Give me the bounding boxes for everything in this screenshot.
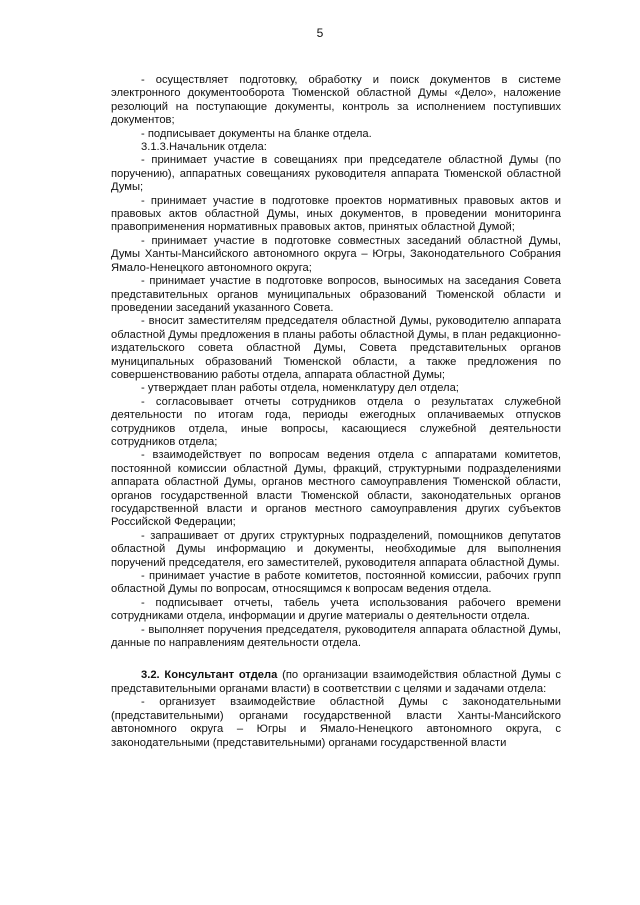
paragraph: - осуществляет подготовку, обработку и поиск документов в системе электронного документооборота Тюменской областной Думы «Дело», наложение резолюций на поступающие документы, контроль за исполнением поступивших документов; — [111, 74, 561, 127]
section-heading-rest: (по организации взаимодействия областной Думы с представительными органами власти) в соответствии с целями и задачами отдела: — [111, 669, 561, 695]
paragraph: - согласовывает отчеты сотрудников отдела о результатах служебной деятельности по итогам года, периоды ежегодных оплачиваемых отпусков сотрудников отдела, иные вопросы, касающиеся служебной деятельности сотрудников отдела; — [111, 395, 561, 448]
paragraph: - принимает участие в подготовке проектов нормативных правовых актов и правовых актов областной Думы, иных документов, в проведении мониторинга правоприменения нормативных правовых актов, принятых областной Думой; — [111, 194, 561, 234]
subsection-heading: 3.1.3.Начальник отдела: — [141, 141, 267, 154]
paragraph: - принимает участие в совещаниях при председателе областной Думы (по поручению), аппаратных совещаниях руководителя аппарата Тюменской областной Думы; — [111, 154, 561, 194]
paragraph: - вносит заместителям председателя областной Думы, руководителю аппарата областной Думы предложения в планы работы областной Думы, в план редакционно-издательского совета областной Думы, Совета представительных органов муниципальных образований Тюменской области, а также предложения по совершенствованию работы отдела, аппарата областной Думы; — [111, 315, 561, 381]
paragraph: - утверждает план работы отдела, номенклатуру дел отдела; — [141, 382, 459, 395]
paragraph: - принимает участие в подготовке вопросов, выносимых на заседания Совета представительных органов муниципальных образований Тюменской области и проведении заседаний указанного Совета. — [111, 275, 561, 314]
section-heading: 3.2. Консультант отдела — [141, 669, 278, 682]
paragraph: - взаимодействует по вопросам ведения отдела с аппаратами комитетов, постоянной комиссии областной Думы, фракций, структурными подразделениями аппарата областной Думы, органов местного самоуправления Тюменской области, органов государственной власти Тюменской области, законодательных органов государственной власти и органов местного самоуправления других субъектов Российской Федерации; — [111, 449, 561, 529]
document-body — [111, 74, 561, 750]
paragraph: - принимает участие в работе комитетов, постоянной комиссии, рабочих групп областной Думы по вопросам, относящимся к вопросам ведения отдела. — [111, 570, 561, 596]
spacer — [111, 650, 561, 669]
paragraph: - выполняет поручения председателя, руководителя аппарата областной Думы, данные по направлениям деятельности отдела. — [111, 623, 561, 650]
paragraph: - запрашивает от других структурных подразделений, помощников депутатов областной Думы информацию и документы, необходимые для выполнения поручений председателя, его заместителей, руководителя аппарата областной Думы. — [111, 529, 561, 569]
paragraph: - организует взаимодействие областной Думы с законодательными (представительными) органами государственной власти Ханты-Мансийского автономного округа – Югры и Ямало-Ненецкого автономного округа, с законодательными (представительными) органами государственной власти — [111, 696, 561, 749]
section-paragraph — [111, 669, 561, 696]
page-number: 5 — [316, 26, 324, 40]
paragraph: - подписывает отчеты, табель учета использования рабочего времени сотрудниками отдела, информации и другие материалы о деятельности отдела. — [111, 596, 561, 623]
paragraph: - принимает участие в подготовке совместных заседаний областной Думы, Думы Ханты-Мансийского автономного округа – Югры, Законодательного Собрания Ямало-Ненецкого автономного округа; — [111, 234, 561, 274]
paragraph: - подписывает документы на бланке отдела. — [141, 127, 372, 140]
